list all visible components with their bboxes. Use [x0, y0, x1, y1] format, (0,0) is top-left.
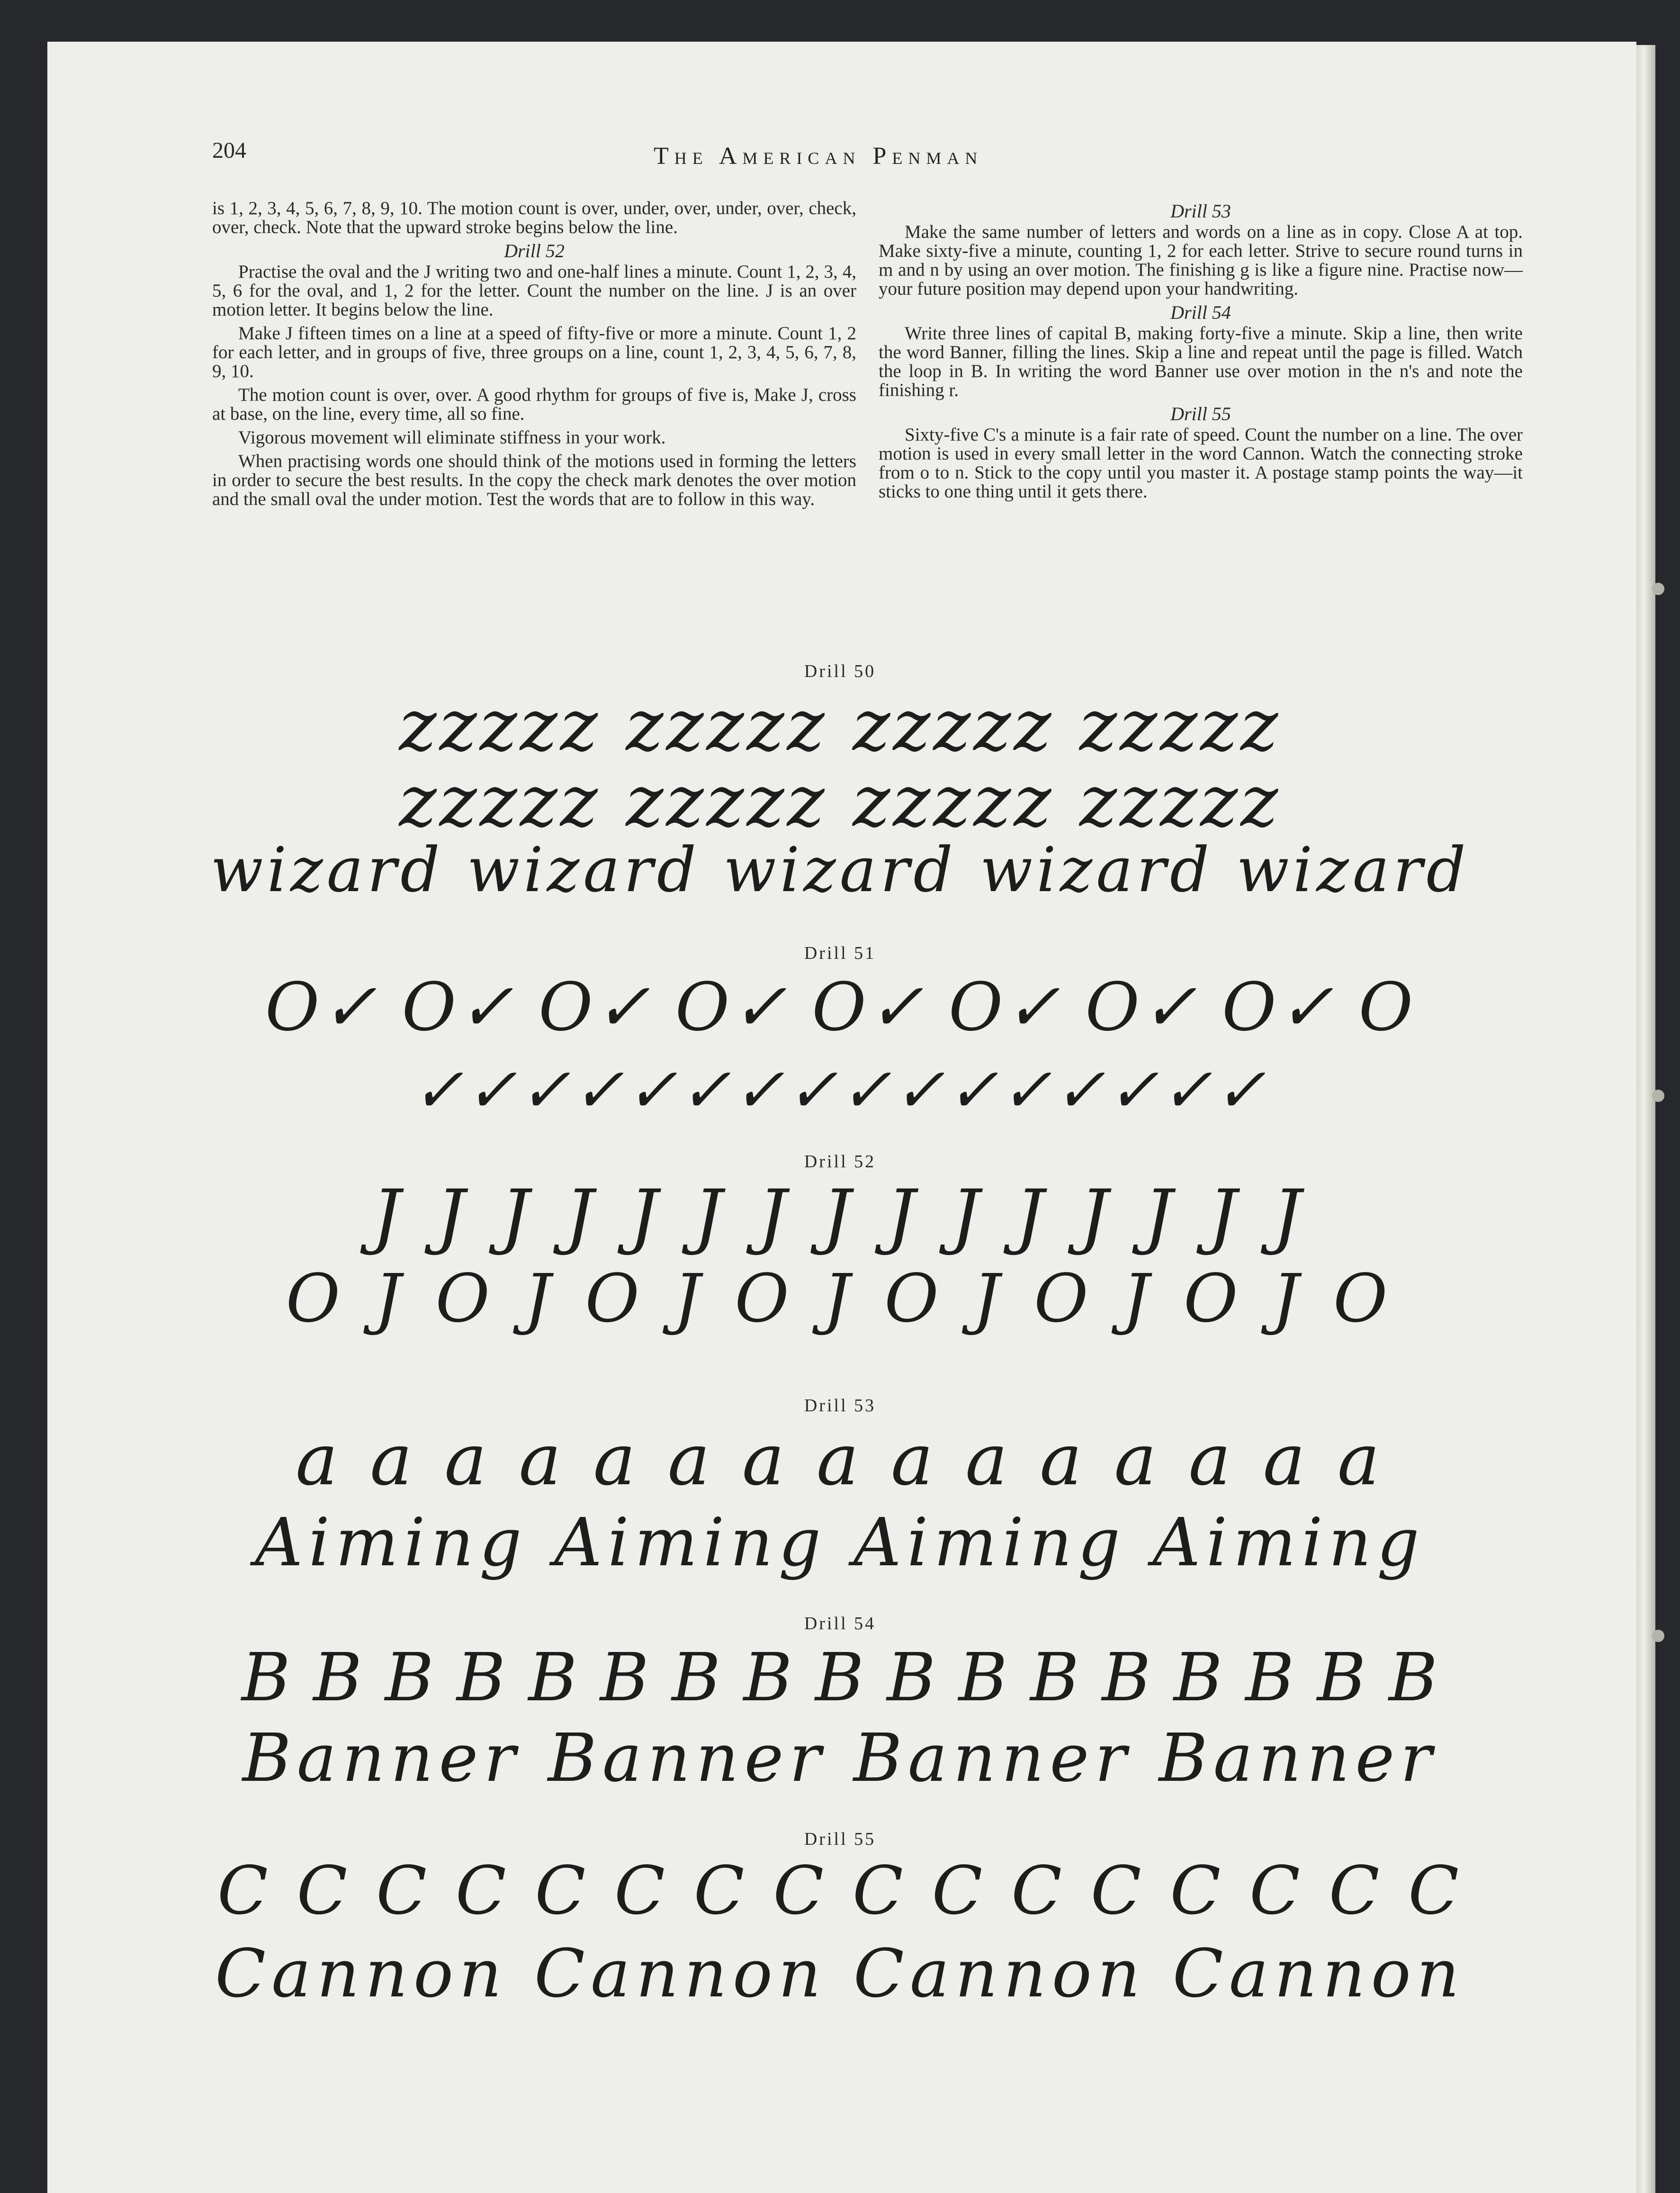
drill-50-row-3: wizard wizard wizard wizard wizard — [210, 834, 1470, 906]
drill-52-row-2: O J O J O J O J O J O J O J O — [286, 1260, 1394, 1337]
drill-heading: Drill 54 — [1170, 302, 1231, 323]
drill-51-label: Drill 51 — [804, 943, 876, 963]
paragraph: When practising words one should think of the motions used in forming the letters in order to secure the best results. In the copy the check mark denotes the over motion and the small oval the under motion. Test the words that are to follow in this way. — [212, 451, 856, 509]
drill-heading: Drill 52 — [504, 240, 565, 262]
drill-53-row-2: Aiming Aiming Aiming Aiming — [255, 1504, 1425, 1581]
drill-54-label: Drill 54 — [804, 1614, 876, 1633]
right-column — [879, 199, 1523, 506]
drill-55-label: Drill 55 — [804, 1829, 876, 1849]
paragraph: Practise the oval and the J writing two and one-half lines a minute. Count 1, 2, 3, 4, 5, 6 for the oval, and 1, 2 for the letter. Count the number on the line. J is an over motion letter. It begins below the line. — [212, 262, 856, 320]
paragraph: is 1, 2, 3, 4, 5, 6, 7, 8, 9, 10. The motion count is over, under, over, under, over, check, over, check. Note that the upward stroke begins below the line. — [212, 198, 856, 237]
drill-52-row-1: J J J J J J J J J J J J J J J — [372, 1175, 1308, 1257]
drill-55-row-1: C C C C C C C C C C C C C C C C — [217, 1852, 1463, 1930]
drill-50-label: Drill 50 — [804, 661, 876, 681]
drill-52-label: Drill 52 — [804, 1152, 876, 1172]
drill-54-row-1: B B B B B B B B B B B B B B B B B — [241, 1639, 1438, 1716]
drill-54-row-2: Banner Banner Banner Banner — [242, 1720, 1438, 1797]
binding-hole-mark — [1652, 583, 1664, 595]
paragraph: Vigorous movement will eliminate stiffness in your work. — [238, 427, 666, 448]
drill-53-label: Drill 53 — [804, 1396, 876, 1416]
drill-50-row-2: zzzzz zzzzz zzzzz zzzzz — [399, 760, 1281, 843]
drill-50-row-1: zzzzz zzzzz zzzzz zzzzz — [399, 685, 1281, 767]
page-number: 204 — [212, 138, 246, 163]
paragraph: Sixty-five C's a minute is a fair rate of speed. Count the number on a line. The over motion is used in every small letter in the word Cannon. Watch the connecting stroke from o to n. Stick to the copy until you master it. A postage stamp points the way—it sticks to one thing until it gets there. — [879, 424, 1523, 502]
drill-51-row-2: ✓✓✓✓✓✓✓✓✓✓✓✓✓✓✓✓ — [412, 1054, 1268, 1126]
running-title: The American Penman — [654, 143, 983, 170]
left-column — [212, 199, 856, 514]
drill-51-row-1: O✓ O✓ O✓ O✓ O✓ O✓ O✓ O✓ O — [265, 969, 1415, 1046]
drill-heading: Drill 53 — [1170, 200, 1231, 222]
drill-55-row-2: Cannon Cannon Cannon Cannon — [215, 1935, 1465, 2013]
drill-53-row-1: a a a a a a a a a a a a a a a — [296, 1419, 1384, 1501]
paragraph: Write three lines of capital B, making forty-five a minute. Skip a line, then write the word Banner, filling the lines. Skip a line and repeat until the page is filled. Watch the loop in B. In writing the word Banner use over motion in the n's and note the finishing r. — [879, 323, 1523, 400]
paragraph: Make the same number of letters and words on a line as in copy. Close A at top. Make sixty-five a minute, counting 1, 2 for each letter. Strive to secure round turns in m and n by using an over motion. The finishing g is like a figure nine. Practise now—your future position may depend upon your handwriting. — [879, 222, 1523, 299]
drill-heading: Drill 55 — [1170, 403, 1231, 424]
paragraph: Make J fifteen times on a line at a speed of fifty-five or more a minute. Count 1, 2 for each letter, and in groups of five, three groups on a line, count 1, 2, 3, 4, 5, 6, 7, 8, 9, 10. — [212, 323, 856, 381]
paragraph: The motion count is over, over. A good rhythm for groups of five is, Make J, cross at base, on the line, every time, all so fine. — [212, 385, 856, 424]
